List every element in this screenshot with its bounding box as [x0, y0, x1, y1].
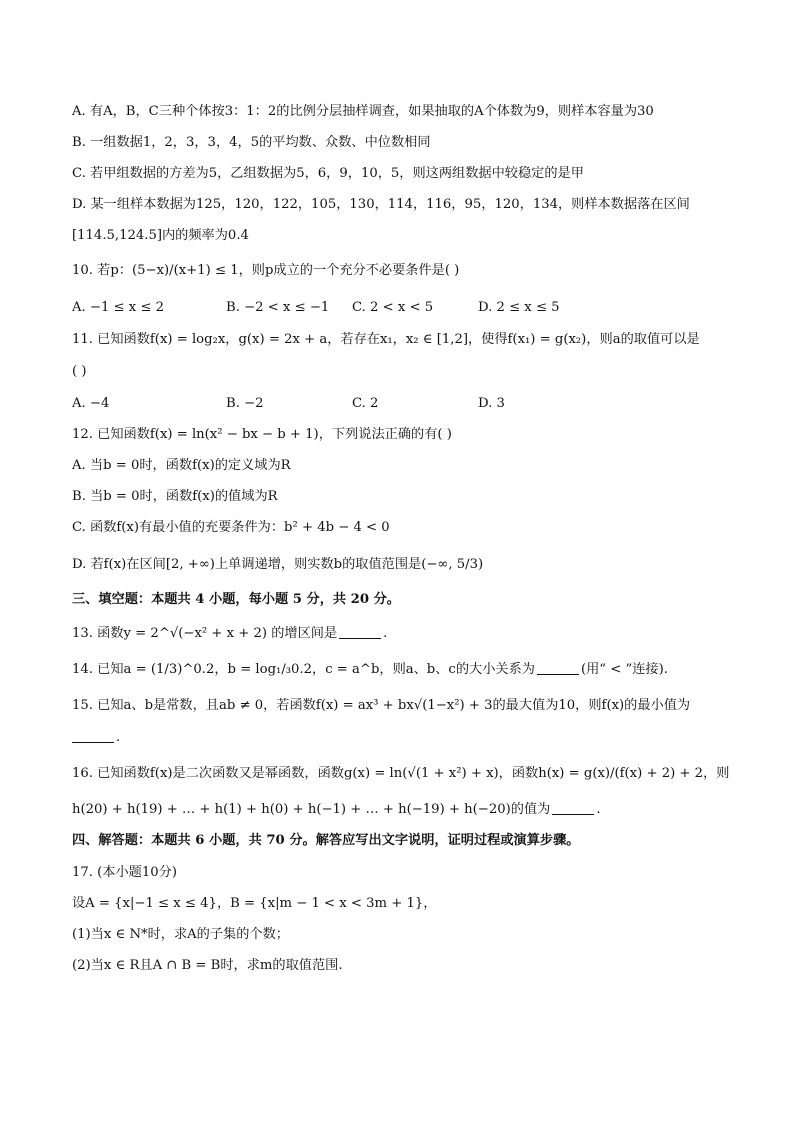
q16-text: 16. 已知函数f(x)是二次函数又是幂函数，函数g(x) = ln(√(1 + x²) + x)，函数h(x) = g(x)/(f(x) + 2) + 2，则: [72, 766, 730, 781]
q9-option-d-cont: [114.5,124.5]内的频率为0.4: [72, 228, 249, 243]
q10-stem: 10. 若p：(5−x)/(x+1) ≤ 1，则p成立的一个充分不必要条件是( ): [72, 263, 460, 278]
q17-part-2: (2)当x ∈ R且A ∩ B = B时，求m的取值范围.: [72, 958, 343, 973]
q17-set-definition: 设A = {x|−1 ≤ x ≤ 4}，B = {x|m − 1 < x < 3m + 1}，: [72, 896, 437, 911]
q17-part-1: (1)当x ∈ N*时，求A的子集的个数；: [72, 927, 289, 942]
q9-option-a: A. 有A，B，C三种个体按3：1：2的比例分层抽样调查，如果抽取的A个体数为9，则样本容量为30: [72, 104, 654, 119]
q10-option-b: B. −2 < x ≤ −1: [226, 300, 330, 315]
q11-option-c: C. 2: [352, 396, 379, 411]
q17-title: 17. (本小题10分): [72, 865, 177, 880]
q9-option-b: B. 一组数据1，2，3，3，4，5的平均数、众数、中位数相同: [72, 135, 431, 150]
answer-blank: [537, 674, 579, 675]
answer-blank: [339, 638, 381, 639]
q13-tail: .: [383, 626, 388, 641]
q9-option-c: C. 若甲组数据的方差为5，乙组数据为5，6，9，10，5，则这两组数据中较稳定的是甲: [72, 166, 584, 181]
q13-text: 13. 函数y = 2^√(−x² + x + 2) 的增区间是: [72, 626, 338, 641]
q9-option-d: D. 某一组样本数据为125，120，122，105，130，114，116，95，120，134，则样本数据落在区间: [72, 197, 690, 212]
answer-blank: [72, 742, 114, 743]
q11-option-d: D. 3: [478, 396, 505, 411]
q16-text-cont: h(20) + h(19) + … + h(1) + h(0) + h(−1) + … + h(−19) + h(−20)的值为: [72, 802, 551, 817]
q12-stem: 12. 已知函数f(x) = ln(x² − bx − b + 1)，下列说法正确的有( ): [72, 427, 452, 442]
q15-tail: .: [116, 730, 121, 745]
section-fill-in-header: 三、填空题：本题共 4 小题，每小题 5 分，共 20 分。: [72, 592, 400, 607]
q15-cont: [72, 728, 120, 748]
q11-stem: 11. 已知函数f(x) = log₂x，g(x) = 2x + a，若存在x₁，x₂ ∈ [1,2]，使得f(x₁) = g(x₂)，则a的取值可以是: [72, 332, 700, 347]
q12-option-a: A. 当b = 0时，函数f(x)的定义域为R: [72, 458, 291, 473]
answer-blank: [552, 814, 594, 815]
q14-text: 14. 已知a = (1/3)^0.2，b = log₁/₃0.2，c = a^b，则a、b、c的大小关系为: [72, 662, 535, 677]
q11-option-b: B. −2: [226, 396, 264, 411]
q16-cont: [72, 800, 601, 820]
q14-tail: (用“ < ”连接).: [580, 662, 668, 677]
q12-option-b: B. 当b = 0时，函数f(x)的值域为R: [72, 489, 278, 504]
q11-option-a: A. −4: [72, 396, 110, 411]
section-solutions-header: 四、解答题：本题共 6 小题，共 70 分。解答应写出文字说明，证明过程或演算步骤。: [72, 833, 580, 848]
q13: [72, 624, 387, 644]
q10-option-c: C. 2 < x < 5: [352, 300, 434, 315]
q11-stem-cont: ( ): [72, 364, 87, 379]
q10-option-a: A. −1 ≤ x ≤ 2: [72, 300, 165, 315]
q12-option-c: C. 函数f(x)有最小值的充要条件为：b² + 4b − 4 < 0: [72, 520, 390, 535]
q10-option-d: D. 2 ≤ x ≤ 5: [478, 300, 560, 315]
q16-tail: .: [596, 802, 601, 817]
q14: [72, 660, 668, 680]
q12-option-d: D. 若f(x)在区间[2, +∞)上单调递增，则实数b的取值范围是(−∞, 5/3): [72, 557, 484, 572]
q15-text: 15. 已知a、b是常数，且ab ≠ 0，若函数f(x) = ax³ + bx√(1−x²) + 3的最大值为10，则f(x)的最小值为: [72, 698, 691, 713]
